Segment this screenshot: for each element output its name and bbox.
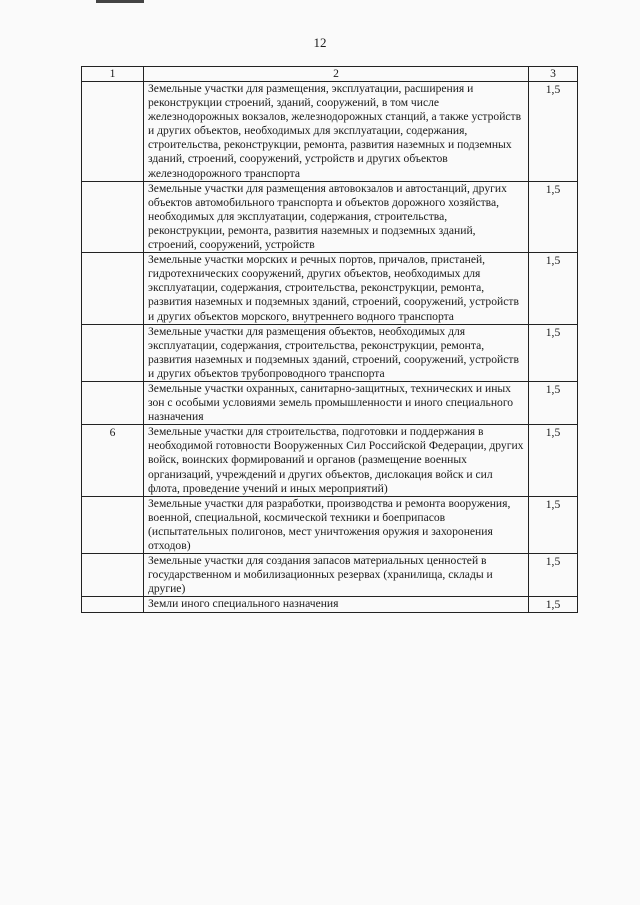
row-rate-cell [529,324,578,381]
row-description: Земельные участки для строительства, подготовки и поддержания в необходимой готовности Вооруженных Сил Российской Федерации, других войск, воинских формирований и органов (размещение военных организаций, учреждений и других объектов, дислокация войск и сил флота, проведение учений и иных мероприятий) [144,425,529,496]
row-number [82,382,143,383]
row-rate-cell [529,597,578,613]
table-row [82,181,578,252]
table-row [82,381,578,424]
row-description: Земельные участки для размещения объектов, необходимых для эксплуатации, содержания, строительства, реконструкции, ремонта, развития наземных и подземных зданий, строений, сооружений, устройств и других объектов трубопроводного транспорта [144,324,529,381]
row-number [82,597,143,598]
row-description: Земельные участки охранных, санитарно-защитных, технических и иных зон с особыми условиями земель промышленности и иного специального назначения [144,381,529,424]
row-number [82,554,143,555]
table-row [82,253,578,324]
row-number-cell [82,253,144,324]
table-row [82,324,578,381]
row-description: Земельные участки для разработки, производства и ремонта вооружения, военной, специальной, космической техники и боеприпасов (испытательных полигонов, мест уничтожения оружия и захоронения отходов) [144,496,529,553]
row-number [82,497,143,498]
table-row [82,425,578,496]
row-number [82,253,143,254]
row-description: Земельные участки для размещения, эксплуатации, расширения и реконструкции строений, зданий, сооружений, в том числе железнодорожных вокзалов, железнодорожных станций, а также устройств и других объектов, необходимых для эксплуатации, содержания, строительства, реконструкции, ремонта, развития наземных и подземных зданий, строений, сооружений, устройств и других объектов железнодорожного транспорта [144,82,529,182]
table-header-row [82,67,578,82]
row-rate: 1,5 [545,555,561,569]
table-row [82,82,578,182]
row-number [82,82,143,83]
row-number-cell [82,554,144,597]
page-number: 12 [313,35,327,50]
table-body [82,67,578,613]
row-rate-cell [529,554,578,597]
row-rate: 1,5 [545,598,561,612]
table-row [82,496,578,553]
table-row [82,597,578,613]
row-rate-cell [529,253,578,324]
row-number-cell [82,181,144,252]
row-rate: 1,5 [545,497,561,511]
table-row [82,554,578,597]
row-rate-cell [529,381,578,424]
row-description: Земли иного специального назначения [144,597,529,613]
row-number-cell [82,597,144,613]
top-scan-mark [96,0,144,3]
row-number-cell [82,324,144,381]
row-rate-cell [529,82,578,182]
row-rate-cell [529,181,578,252]
row-description: Земельные участки морских и речных портов, причалов, пристаней, гидротехнических сооружений, других объектов, необходимых для эксплуатации, содержания, строительства, реконструкции, ремонта, развития наземных и подземных зданий, строений, сооружений, устройств и других объектов морского, внутреннего водного транспорта [144,253,529,324]
row-rate: 1,5 [545,254,561,268]
row-number-cell [82,381,144,424]
row-number-cell [82,425,144,496]
row-rate: 1,5 [545,382,561,396]
row-number: 6 [109,426,116,440]
header-col-1: 1 [82,67,144,82]
header-col-2: 2 [144,67,529,82]
row-rate: 1,5 [545,182,561,196]
row-number [82,182,143,183]
row-description: Земельные участки для создания запасов материальных ценностей в государственном и мобилизационных резервах (хранилища, склады и другие) [144,554,529,597]
row-number [82,325,143,326]
row-number-cell [82,82,144,182]
row-rate-cell [529,496,578,553]
row-rate: 1,5 [545,325,561,339]
rates-table [81,66,578,613]
header-col-3: 3 [529,67,578,82]
row-rate: 1,5 [545,83,561,96]
row-rate: 1,5 [545,426,561,440]
row-number-cell [82,496,144,553]
row-description: Земельные участки для размещения автовокзалов и автостанций, других объектов автомобильного транспорта и объектов дорожного хозяйства, необходимых для эксплуатации, содержания, строительства, реконструкции, ремонта, развития наземных и подземных зданий, строений, сооружений, устройств [144,181,529,252]
row-rate-cell [529,425,578,496]
